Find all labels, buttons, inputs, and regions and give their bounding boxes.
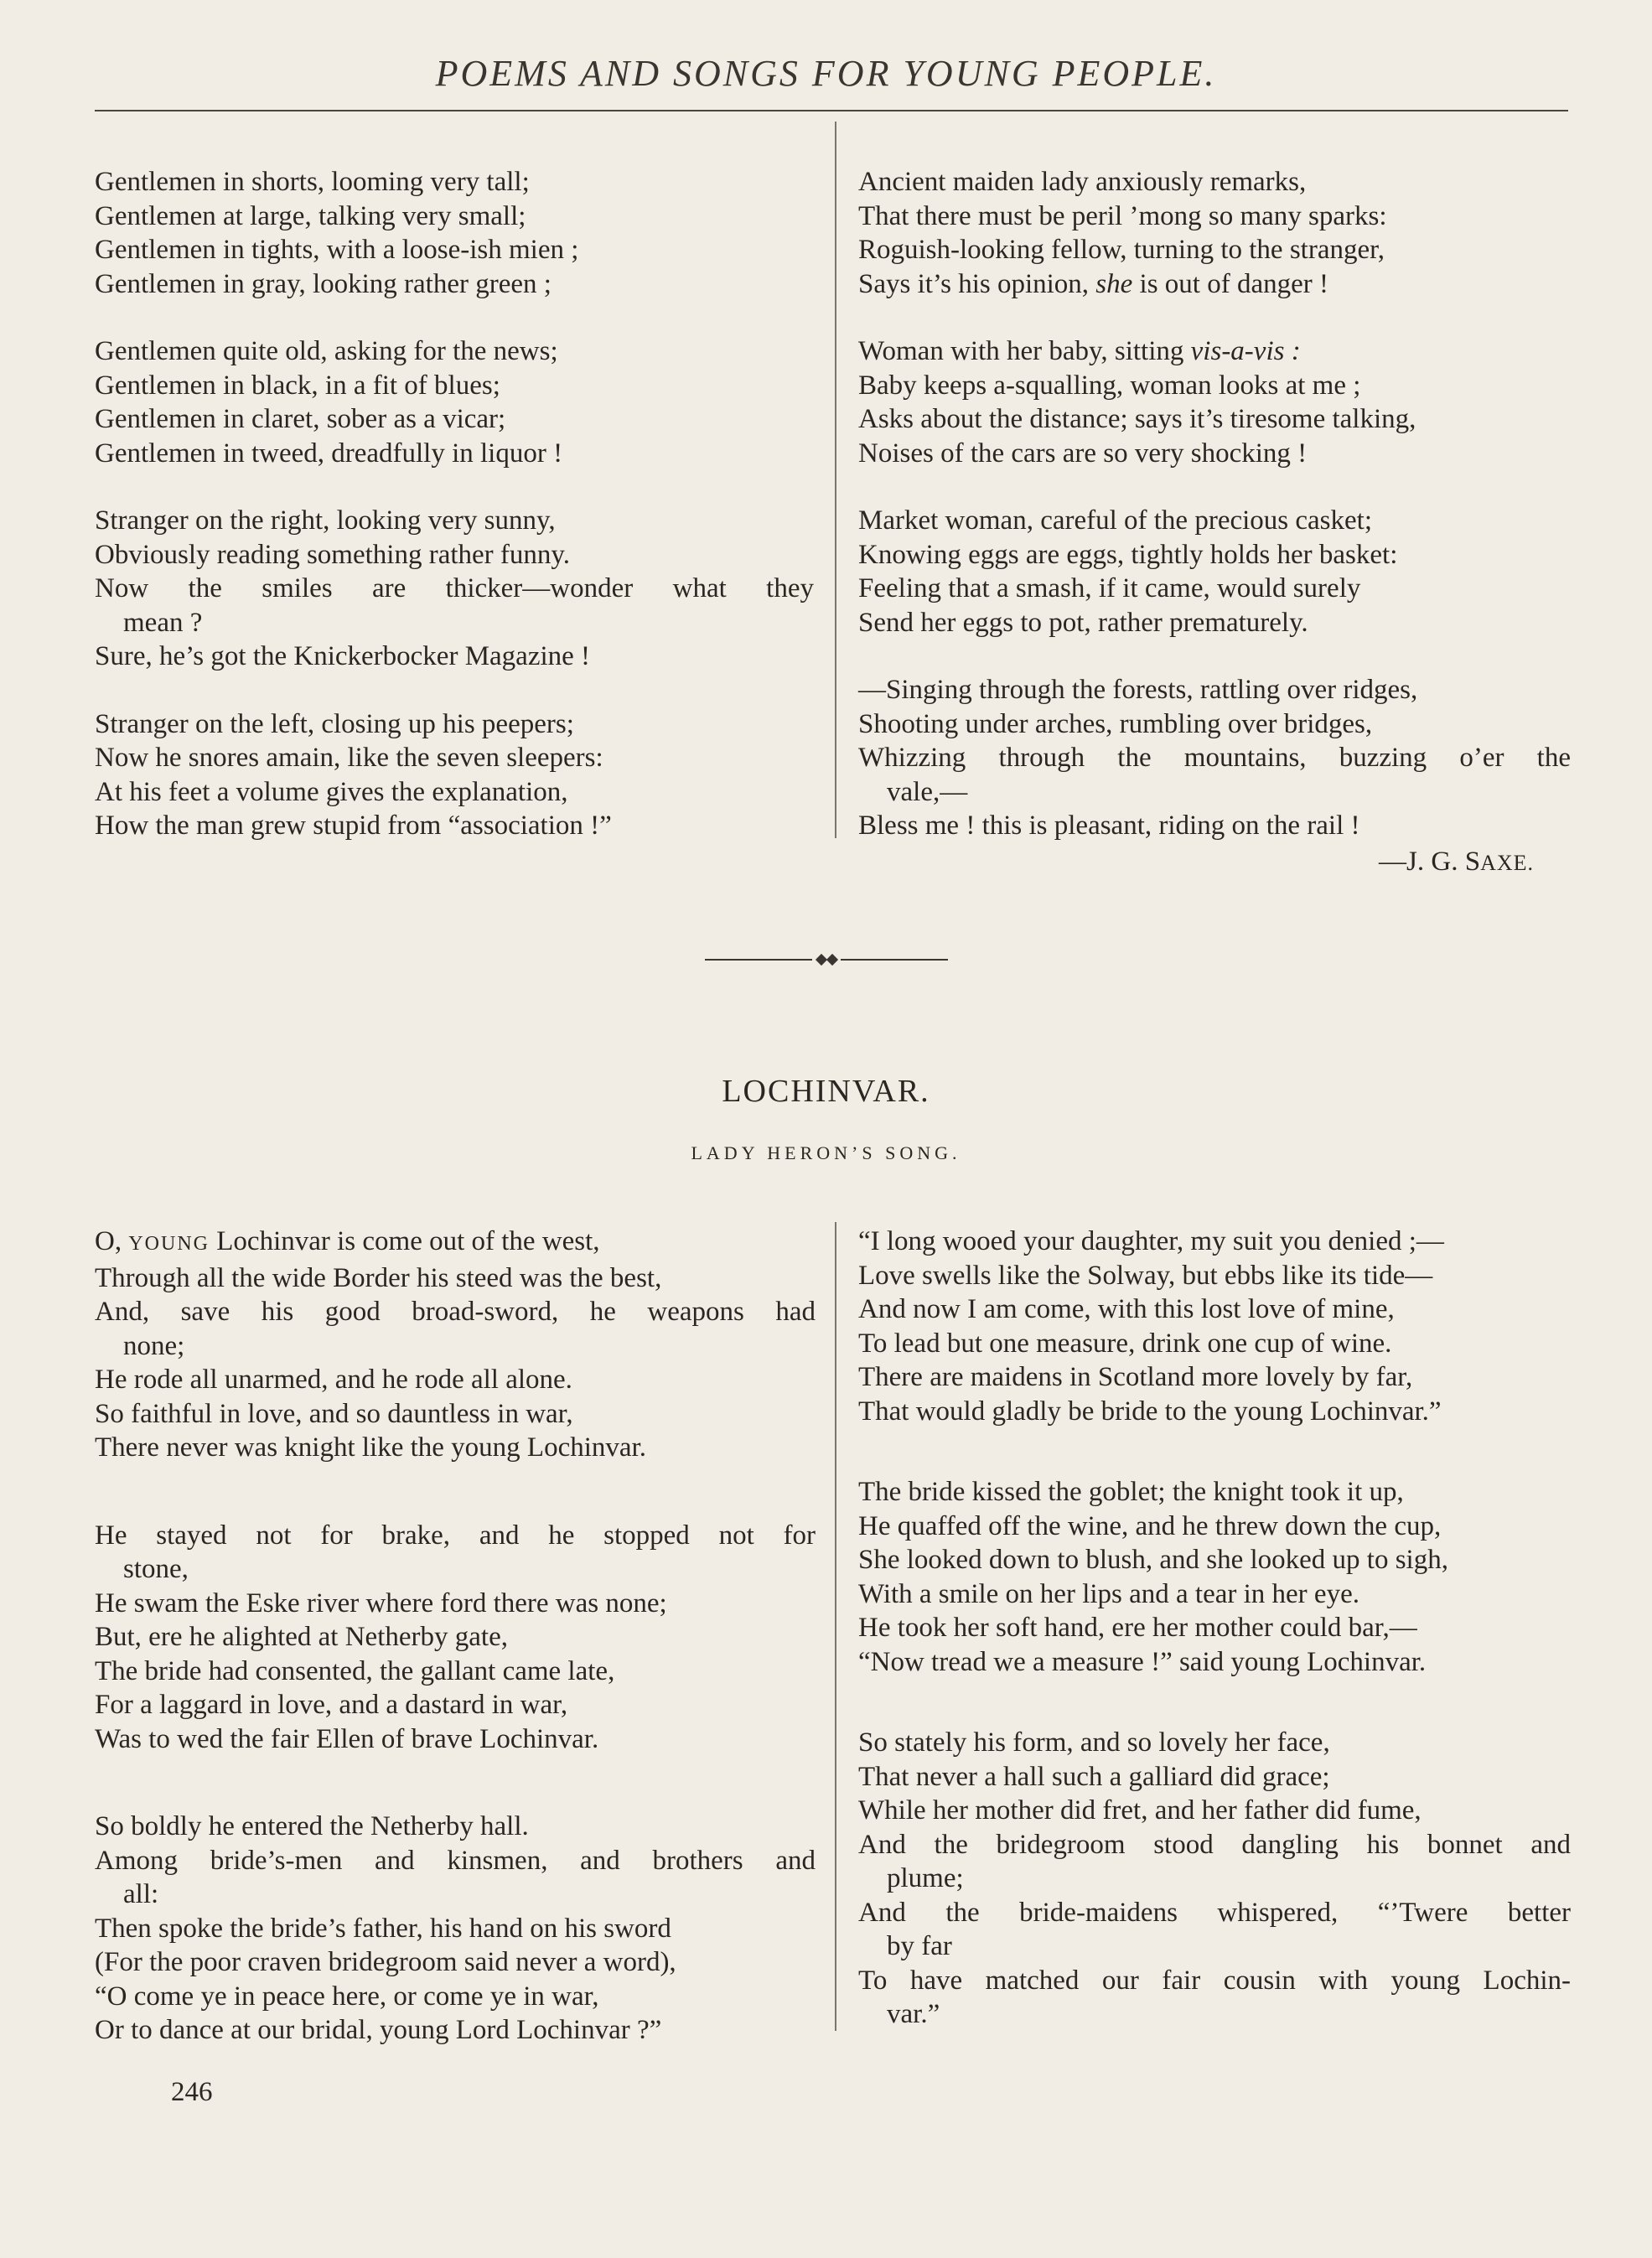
verse-line: With a smile on her lips and a tear in her eye. [858, 1578, 1359, 1609]
stanza [858, 673, 1571, 843]
verse-text: Says it’s his opinion, [858, 268, 1096, 299]
verse-line: Whizzing through the mountains, buzzing o’er the [858, 743, 1571, 773]
stanza [95, 1225, 816, 1465]
attribution-smallcaps: AXE. [1480, 851, 1534, 875]
attribution-text: —J. G. S [1379, 847, 1481, 877]
verse-line: So stately his form, and so lovely her face, [858, 1727, 1330, 1758]
verse-line [95, 1225, 816, 1261]
verse-line: Sure, he’s got the Knickerbocker Magazine ! [95, 641, 591, 671]
verse-line: Or to dance at our bridal, young Lord Lochinvar ?” [95, 2015, 662, 2045]
verse-line: How the man grew stupid from “association !” [95, 810, 612, 841]
verse-line: The bride kissed the goblet; the knight took it up, [858, 1477, 1404, 1507]
header-rule [95, 110, 1568, 111]
verse-line: “Now tread we a measure !” said young Lochinvar. [858, 1646, 1427, 1677]
saxe-left-column [95, 165, 814, 877]
verse-line-continuation: vale,— [887, 776, 968, 807]
verse-line: Roguish-looking fellow, turning to the stranger, [858, 235, 1385, 265]
lochinvar-right-column [858, 1225, 1571, 2065]
verse-line: Love swells like the Solway, but ebbs like its tide— [858, 1260, 1433, 1291]
saxe-right-column [858, 165, 1571, 877]
lochinvar-left-column [95, 1225, 816, 2081]
verse-line-continuation: none; [123, 1330, 185, 1361]
verse-line: Gentlemen quite old, asking for the news; [95, 336, 558, 366]
verse-line: That there must be peril ’mong so many sparks: [858, 200, 1387, 231]
verse-line: Gentlemen in shorts, looming very tall; [95, 167, 530, 197]
verse-line: Baby keeps a-squalling, woman looks at me ; [858, 370, 1361, 401]
verse-line: He stayed not for brake, and he stopped not for [95, 1520, 816, 1551]
verse-line: Then spoke the bride’s father, his hand on his sword [95, 1913, 671, 1944]
verse-line: And now I am come, with this lost love of mine, [858, 1294, 1395, 1324]
verse-line: Stranger on the left, closing up his peepers; [95, 708, 574, 739]
verse-line: Among bride’s-men and kinsmen, and brothers and [95, 1845, 816, 1876]
verse-line: He quaffed off the wine, and he threw down the cup, [858, 1510, 1442, 1541]
stanza [95, 1519, 816, 1757]
verse-line: Asks about the distance; says it’s tiresome talking, [858, 404, 1416, 434]
verse-text: Lochinvar is come out of the west, [210, 1226, 600, 1256]
verse-line: He swam the Eske river where ford there was none; [95, 1587, 667, 1618]
stanza [95, 165, 814, 301]
poem-subtitle: LADY HERON’S SONG. [691, 1142, 961, 1163]
stanza [858, 1225, 1571, 1428]
verse-line: At his feet a volume gives the explanation, [95, 776, 568, 807]
verse-line: Gentlemen in tights, with a loose-ish mien ; [95, 235, 579, 265]
verse-text: O, [95, 1226, 129, 1256]
verse-line-continuation: all: [123, 1879, 159, 1909]
verse-line: Through all the wide Border his steed was the best, [95, 1262, 662, 1293]
stanza [858, 1726, 1571, 2032]
verse-line-continuation: var.” [887, 1999, 940, 2029]
verse-line: Gentlemen at large, talking very small; [95, 200, 526, 231]
verse-line: There never was knight like the young Lochinvar. [95, 1432, 646, 1463]
verse-line: For a laggard in love, and a dastard in war, [95, 1690, 568, 1720]
verse-line: Gentlemen in black, in a fit of blues; [95, 370, 500, 401]
verse-line: “I long wooed your daughter, my suit you denied ;— [858, 1226, 1444, 1256]
verse-line [858, 267, 1571, 302]
verse-line: Bless me ! this is pleasant, riding on the rail ! [858, 810, 1360, 841]
stanza [95, 504, 814, 674]
emphasis-word: vis-a-vis : [1190, 336, 1301, 366]
stanza [95, 707, 814, 843]
verse-line [858, 334, 1571, 369]
verse-line: So faithful in love, and so dauntless in war, [95, 1398, 573, 1429]
verse-line: Was to wed the fair Ellen of brave Lochinvar. [95, 1723, 599, 1754]
verse-line-continuation: stone, [123, 1554, 189, 1584]
verse-line: While her mother did fret, and her father did fume, [858, 1795, 1422, 1826]
stanza [858, 504, 1571, 640]
poem-title: LOCHINVAR. [722, 1074, 930, 1109]
stanza [858, 165, 1571, 301]
verse-line-continuation: by far [887, 1931, 952, 1961]
verse-line: Market woman, careful of the precious casket; [858, 505, 1372, 536]
verse-line: Gentlemen in tweed, dreadfully in liquor ! [95, 438, 563, 469]
verse-line: To lead but one measure, drink one cup of wine. [858, 1328, 1392, 1359]
page-number: 246 [171, 2077, 213, 2107]
verse-line: So boldly he entered the Netherby hall. [95, 1811, 529, 1841]
verse-line: Feeling that a smash, if it came, would surely [858, 573, 1361, 603]
column-divider [835, 1222, 836, 2031]
smallcaps-word: YOUNG [128, 1233, 210, 1255]
verse-line: Knowing eggs are eggs, tightly holds her basket: [858, 539, 1398, 570]
author-attribution [1379, 847, 1534, 878]
verse-text: is out of danger ! [1132, 268, 1328, 299]
verse-line: She looked down to blush, and she looked up to sigh, [858, 1545, 1448, 1575]
verse-line: There are maidens in Scotland more lovely by far, [858, 1362, 1413, 1392]
verse-line: Now the smiles are thicker—wonder what they [95, 573, 814, 603]
verse-line: And the bride-maidens whispered, “’Twere better [858, 1897, 1571, 1928]
stanza [858, 334, 1571, 470]
verse-line: He took her soft hand, ere her mother could bar,— [858, 1613, 1417, 1643]
column-divider [835, 122, 836, 838]
section-ornament [0, 954, 1652, 970]
verse-line: To have matched our fair cousin with young Lochin- [858, 1965, 1571, 1996]
verse-text: Woman with her baby, sitting [858, 336, 1191, 366]
verse-line: Stranger on the right, looking very sunny, [95, 505, 556, 536]
verse-line: The bride had consented, the gallant came late, [95, 1655, 615, 1686]
verse-line: He rode all unarmed, and he rode all alone. [95, 1365, 572, 1395]
verse-line-continuation: plume; [887, 1863, 964, 1893]
verse-line: Obviously reading something rather funny. [95, 539, 570, 570]
stanza [95, 334, 814, 470]
stanza [858, 1475, 1571, 1679]
verse-line: That would gladly be bride to the young Lochinvar.” [858, 1396, 1442, 1427]
verse-line: “O come ye in peace here, or come ye in war, [95, 1981, 599, 2012]
verse-line: That never a hall such a galliard did grace; [858, 1761, 1330, 1792]
running-header: POEMS AND SONGS FOR YOUNG PEOPLE. [435, 53, 1217, 94]
verse-line-continuation: mean ? [123, 607, 203, 638]
verse-line: But, ere he alighted at Netherby gate, [95, 1622, 508, 1652]
verse-line: Now he snores amain, like the seven sleepers: [95, 743, 603, 773]
verse-line: And the bridegroom stood dangling his bonnet and [858, 1829, 1571, 1860]
verse-line: And, save his good broad-sword, he weapons had [95, 1297, 816, 1327]
verse-line: Shooting under arches, rumbling over bridges, [858, 708, 1373, 739]
verse-line: —Singing through the forests, rattling over ridges, [858, 675, 1418, 705]
verse-line: Send her eggs to pot, rather prematurely. [858, 607, 1308, 638]
stanza [95, 1810, 816, 2048]
verse-line: Noises of the cars are so very shocking ! [858, 438, 1308, 469]
verse-line: Gentlemen in claret, sober as a vicar; [95, 404, 506, 434]
emphasis-word: she [1095, 268, 1133, 299]
verse-line: Ancient maiden lady anxiously remarks, [858, 167, 1307, 197]
verse-line: Gentlemen in gray, looking rather green ; [95, 268, 552, 299]
verse-line: (For the poor craven bridegroom said never a word), [95, 1947, 676, 1977]
